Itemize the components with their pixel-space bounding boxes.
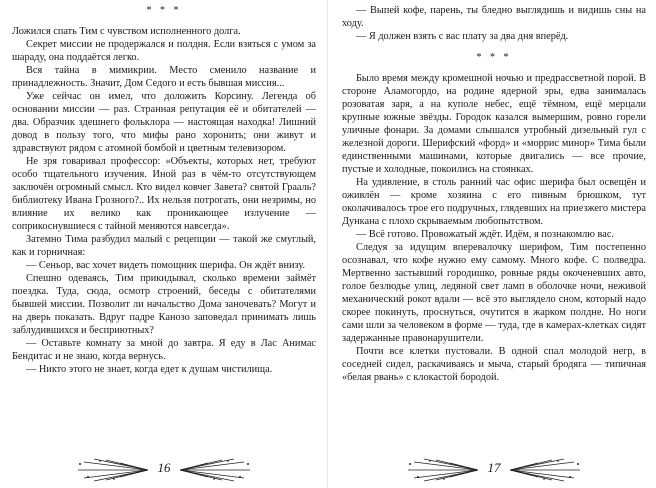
paragraph: Спешно одеваясь, Тим прикидывал, сколько времени займёт поездка. Туда, сюда, осмотр строений, беседы с обитателями бывшей миссии. Позволит ли начальство Дома заночевать? Могут и на дверь показать. Вдруг падре Канозо заповедал принимать лишь заблудившихся и бесприютных? (12, 273, 316, 336)
paragraph: Затемно Тима разбудил малый с рецепции — такой же смуглый, как и горничная: (12, 234, 316, 258)
paragraph: — Оставьте комнату за мной до завтра. Я еду в Лас Анимас Бендитас и не знаю, когда вернусь. (12, 338, 316, 362)
paragraph: Было время между кромешной ночью и предрассветной порой. В стороне Аламогордо, на родине ядерной эры, едва занималась розоватая заря, а на куполе небес, ещё тёмном, ещё мерцали крупные южные звёзды. Городок казался вымершим, ровно горели уличные фонари. За домами слышался утробный дизельный гул с железной дороги. Шерифский «форд» и «моррис минор» Тима были единственными машинами, которые двигались — все прочие, пустые и холодные, покоились на стоянках. (342, 73, 646, 175)
paragraph: — Никто этого не знает, когда едет к душам чистилища. (26, 364, 273, 375)
paragraph: Ложился спать Тим с чувством исполненного долга. (12, 26, 241, 37)
paragraph: — Выпей кофе, парень, ты бледно выглядишь и видишь сны на ходу. (342, 5, 646, 29)
paragraph: На удивление, в столь ранний час офис шерифа был освещён и оживлён — кроме хозяина с его пивным брюшком, тут околачивалось трое его подручных, глядевших на приезжего мистера Дункана с плохо скрываемым любопытством. (342, 177, 646, 227)
starburst-ornament-icon (74, 458, 148, 482)
page-number: 17 (487, 460, 501, 475)
right-folio (342, 458, 646, 482)
page-gutter (327, 0, 328, 488)
left-page (12, 4, 316, 376)
page-number: 16 (157, 460, 171, 475)
paragraph: Вся тайна в мимикрии. Место сменило название и принадлежность. Значит, Дом Седого и есть бывшая миссия... (12, 65, 316, 89)
starburst-ornament-icon (404, 458, 478, 482)
paragraph: Следуя за идущим вперевалочку шерифом, Тим постепенно осознавал, что кофе нужно ему самому. Много кофе. С полведра. Мертвенно застывший городишко, ровные ряды окоченевших авто, голое безлюдье улиц, ледяной свет ламп в оболочке ночи, неживой механический рокот вдали — всё это выглядело сном, который надо скорее покинуть, проснуться, очутится в жарком полдне. Но ноги сами шли за человеком в форме — туда, где в камерах-клетках сидят задержанные правонарушители. (342, 242, 646, 344)
left-folio (12, 458, 316, 482)
section-separator: * * * (476, 52, 512, 63)
paragraph: Не зря говаривал профессор: «Объекты, которых нет, требуют особо тщательного изучения. Иной раз в чём-то отсутствующем заключён огромный смысл. Кто видел ковчег Завета? святой Грааль? библиотеку Ивана Грозного?.. Их нельзя потрогать, они незримы, но влияние их велико как проникающее излучение — соприкоснувшиеся с тайной меняются навсегда». (12, 156, 316, 232)
section-separator: * * * (146, 5, 182, 16)
paragraph: — Всё готово. Провожатый ждёт. Идём, я познакомлю вас. (356, 229, 614, 240)
paragraph: Секрет миссии не продержался и полдня. Если взяться с умом за шараду, она поддаётся легко. (12, 39, 316, 63)
paragraph: — Сеньор, вас хочет видеть помощник шерифа. Он ждёт внизу. (26, 260, 306, 271)
right-page (342, 4, 646, 384)
paragraph: Уже сейчас он имел, что доложить Корсину. Легенда об основании миссии — раз. Странная репутация её и обитателей — два. Образчик здешнего фольклора — настоящая находка! Лишний довод в пользу того, что мифы рано хоронить; они живут и здравствуют рядом с атомной бомбой и цветным телевизором. (12, 91, 316, 154)
starburst-ornament-icon (510, 458, 584, 482)
paragraph: — Я должен взять с вас плату за два дня вперёд. (356, 31, 569, 42)
paragraph: Почти все клетки пустовали. В одной спал молодой негр, в соседней сидел, раскачиваясь и мыча, старый бродяга — типичная «белая рвань» с клокастой бородой. (342, 346, 646, 383)
starburst-ornament-icon (180, 458, 254, 482)
